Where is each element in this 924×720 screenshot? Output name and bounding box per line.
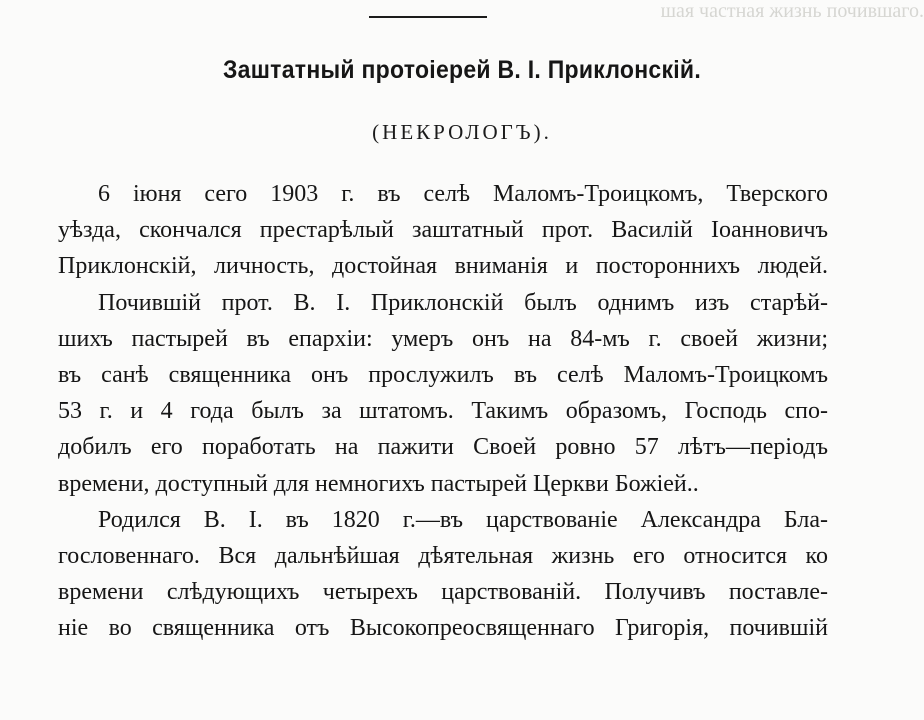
text-line: Почившiй прот. В. I. Приклонскiй былъ однимъ изъ старѣй-	[98, 289, 828, 316]
text-line: Родился В. I. въ 1820 г.—въ царствованiе Александра Бла-	[98, 506, 828, 533]
text-line: времени слѣдующихъ четырехъ царствованiй. Получивъ поставле-	[58, 579, 828, 606]
text-line: Приклонскiй, личность, достойная вниманiя и постороннихъ людей.	[58, 253, 828, 280]
text-line: уѣзда, скончался престарѣлый заштатный прот. Василiй Iоанновичъ	[58, 217, 828, 244]
article-body	[58, 176, 828, 646]
text-line: добилъ его поработать на пажити Своей ровно 57 лѣтъ—перiодъ	[58, 434, 828, 461]
section-divider	[369, 16, 487, 18]
text-line: 6 iюня сего 1903 г. въ селѣ Маломъ-Троицкомъ, Тверского	[98, 181, 828, 207]
article-subtitle: (НЕКРОЛОГЪ).	[372, 120, 552, 144]
text-line: шихъ пастырей въ епархiи: умеръ онъ на 84-мъ г. своей жизни;	[58, 325, 828, 352]
text-line: 53 г. и 4 года былъ за штатомъ. Такимъ образомъ, Господь спо-	[58, 398, 828, 425]
text-line: въ санѣ священника онъ прослужилъ въ селѣ Маломъ-Троицкомъ	[58, 361, 828, 388]
text-line: времени, доступный для немногихъ пастырей Церкви Божiей..	[58, 470, 699, 497]
text-line: нiе во священника отъ Высокопреосвященнаго Григорiя, почившiй	[58, 615, 828, 642]
text-line: гословеннаго. Вся дальнѣйшая дѣятельная жизнь его относится ко	[58, 542, 828, 569]
article-title: Заштатный протоiерей В. I. Приклонскiй.	[222, 56, 702, 84]
bleed-through-text: шая частная жизнь почившаго.	[660, 0, 924, 22]
